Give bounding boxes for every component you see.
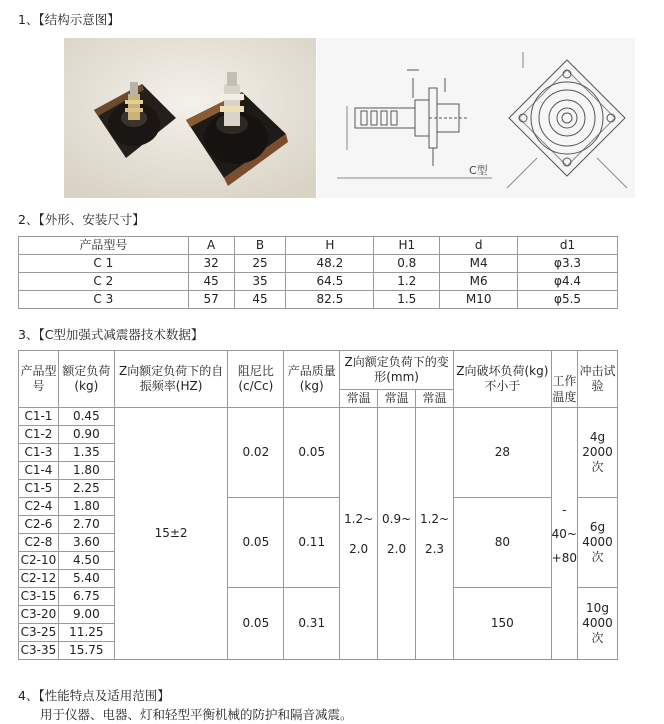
model-cell: C1-5 [19,480,59,498]
working-temp-cell: - 40~ +80 [551,408,577,660]
header-impact-test: 冲击试验 [577,351,617,408]
load-cell: 1.80 [58,498,114,516]
table-cell: 35 [234,273,286,291]
load-cell: 1.80 [58,462,114,480]
model-cell: C3-25 [19,624,59,642]
table-cell: C 1 [19,255,189,273]
frequency-cell: 15±2 [114,408,228,660]
header-cell: B [234,237,286,255]
table-row [19,408,618,426]
deformation-cell: 1.2~ 2.3 [416,408,454,660]
table-cell: 48.2 [286,255,374,273]
table-cell: M4 [440,255,518,273]
header-normal-temp: 常温 [378,389,416,407]
header-cell: H1 [374,237,440,255]
header-breaking-load: Z向破坏负荷(kg)不小于 [454,351,552,408]
damping-cell: 0.02 [228,408,284,498]
table-row [19,291,618,309]
impact-cell: 6g 4000次 [577,498,617,588]
load-cell: 2.25 [58,480,114,498]
dimensions-table [18,236,618,309]
section-1-title: 1、【结构示意图】 [18,12,120,27]
header-deformation: Z向额定负荷下的变形(mm) [340,351,454,390]
section-3-title: 3、【C型加强式减震器技术数据】 [18,327,204,342]
load-cell: 9.00 [58,606,114,624]
mass-cell: 0.11 [284,498,340,588]
damping-cell: 0.05 [228,498,284,588]
load-cell: 11.25 [58,624,114,642]
model-cell: C3-35 [19,642,59,660]
load-cell: 15.75 [58,642,114,660]
table-cell: C 2 [19,273,189,291]
header-cell: A [188,237,234,255]
header-normal-temp: 常温 [416,389,454,407]
load-cell: 4.50 [58,552,114,570]
breaking-load-cell: 150 [454,588,552,660]
mass-cell: 0.31 [284,588,340,660]
model-cell: C2-8 [19,534,59,552]
mass-cell: 0.05 [284,408,340,498]
section-2-title: 2、【外形、安装尺寸】 [18,212,145,227]
header-damping: 阻尼比(c/Cc) [228,351,284,408]
table-cell: 1.2 [374,273,440,291]
table-cell: 32 [188,255,234,273]
table-header-row [19,351,618,390]
load-cell: 3.60 [58,534,114,552]
table-cell: 45 [188,273,234,291]
table-cell: φ3.3 [518,255,618,273]
header-cell: d1 [518,237,618,255]
table-cell: 57 [188,291,234,309]
model-cell: C2-4 [19,498,59,516]
damping-cell: 0.05 [228,588,284,660]
c-type-label: C型 [469,164,488,177]
table-cell: 45 [234,291,286,309]
breaking-load-cell: 80 [454,498,552,588]
model-cell: C1-4 [19,462,59,480]
table-cell: C 3 [19,291,189,309]
header-working-temp: 工作温度 [551,351,577,408]
model-cell: C1-3 [19,444,59,462]
table-row [19,498,618,516]
model-cell: C3-20 [19,606,59,624]
header-frequency: Z向额定负荷下的自振频率(HZ) [114,351,228,408]
load-cell: 6.75 [58,588,114,606]
table-cell: 0.8 [374,255,440,273]
section-4-description: 用于仪器、电器、灯和轻型平衡机械的防护和隔音减震。 [40,707,353,722]
model-cell: C3-15 [19,588,59,606]
header-normal-temp: 常温 [340,389,378,407]
table-cell: 82.5 [286,291,374,309]
impact-cell: 10g 4000次 [577,588,617,660]
load-cell: 0.45 [58,408,114,426]
deformation-cell: 0.9~ 2.0 [378,408,416,660]
table-cell: M6 [440,273,518,291]
table-cell: φ5.5 [518,291,618,309]
table-cell: 1.5 [374,291,440,309]
breaking-load-cell: 28 [454,408,552,498]
technical-data-table [18,350,618,660]
section-4-title: 4、【性能特点及适用范围】 [18,688,170,703]
table-row [19,588,618,606]
product-photo [64,38,316,198]
header-cell: H [286,237,374,255]
header-cell: 产品型号 [19,237,189,255]
load-cell: 1.35 [58,444,114,462]
table-cell: φ4.4 [518,273,618,291]
model-cell: C2-6 [19,516,59,534]
model-cell: C2-12 [19,570,59,588]
structure-drawing [317,38,635,198]
load-cell: 2.70 [58,516,114,534]
load-cell: 5.40 [58,570,114,588]
table-cell: 64.5 [286,273,374,291]
header-rated-load: 额定负荷(kg) [58,351,114,408]
load-cell: 0.90 [58,426,114,444]
header-model: 产品型号 [19,351,59,408]
table-row [19,273,618,291]
model-cell: C1-2 [19,426,59,444]
model-cell: C1-1 [19,408,59,426]
deformation-cell: 1.2~ 2.0 [340,408,378,660]
table-cell: M10 [440,291,518,309]
header-cell: d [440,237,518,255]
table-header-row [19,237,618,255]
impact-cell: 4g 2000次 [577,408,617,498]
header-mass: 产品质量(kg) [284,351,340,408]
table-row [19,255,618,273]
model-cell: C2-10 [19,552,59,570]
table-cell: 25 [234,255,286,273]
